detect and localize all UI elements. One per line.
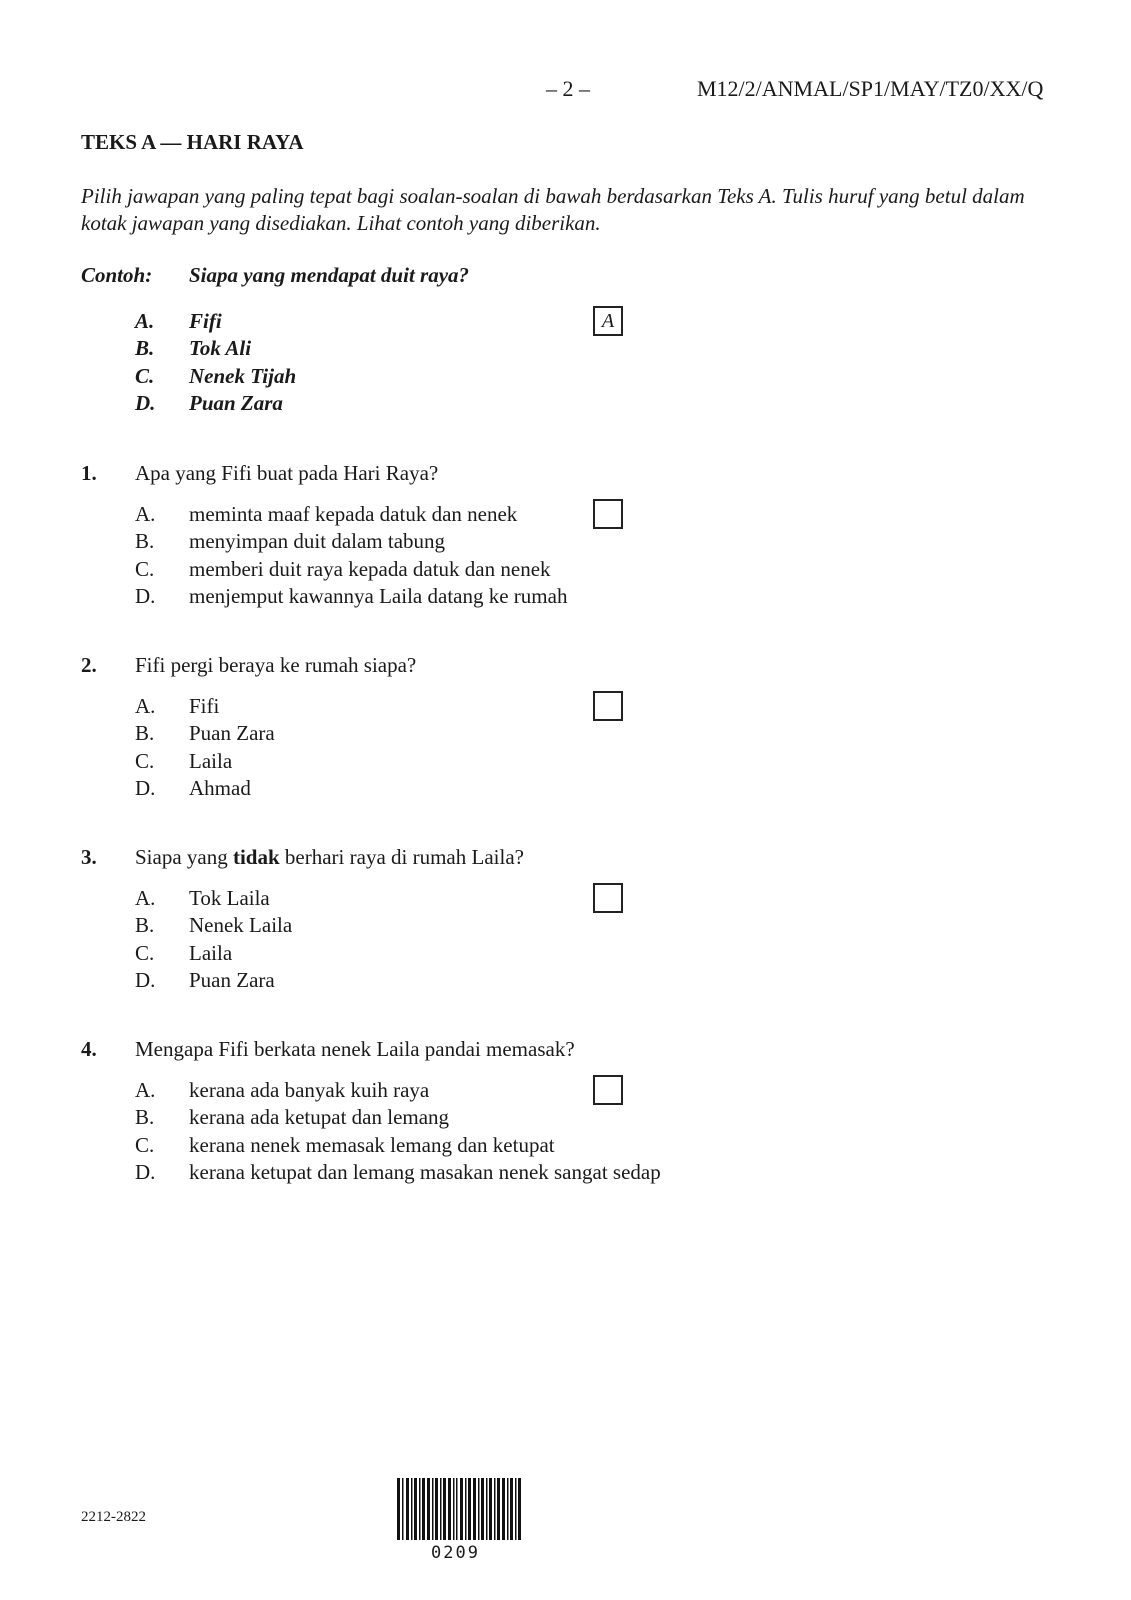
question-4-options bbox=[135, 1077, 661, 1186]
example-answer-box: A bbox=[593, 306, 623, 336]
paper-code: M12/2/ANMAL/SP1/MAY/TZ0/XX/Q bbox=[697, 76, 1044, 101]
barcode-image bbox=[397, 1478, 522, 1540]
option-c: C. memberi duit raya kepada datuk dan nenek bbox=[135, 556, 551, 581]
option-a: A. meminta maaf kepada datuk dan nenek bbox=[135, 502, 518, 526]
question-3-answer-box[interactable] bbox=[593, 883, 623, 913]
question-2-number: 2. bbox=[81, 653, 97, 677]
question-2-text: Fifi pergi beraya ke rumah siapa? bbox=[135, 653, 417, 677]
example-options bbox=[135, 308, 296, 417]
option-b: B. Tok Ali bbox=[135, 336, 252, 361]
barcode-number: 0209 bbox=[431, 1543, 480, 1563]
option-a: A. Fifi bbox=[135, 309, 222, 333]
question-1-number: 1. bbox=[81, 461, 97, 485]
option-c: C. Nenek Tijah bbox=[135, 363, 297, 388]
option-a: A. kerana ada banyak kuih raya bbox=[135, 1078, 430, 1102]
option-c: C. Laila bbox=[135, 748, 233, 773]
option-d: D. kerana ketupat dan lemang masakan nenek sangat sedap bbox=[135, 1159, 661, 1184]
option-b: B. menyimpan duit dalam tabung bbox=[135, 529, 446, 554]
example-question: Siapa yang mendapat duit raya? bbox=[189, 263, 470, 287]
question-1-answer-box[interactable] bbox=[593, 499, 623, 529]
emphasis-word: tidak bbox=[232, 845, 280, 869]
section-title: TEKS A — HARI RAYA bbox=[81, 130, 304, 154]
option-d: D. menjemput kawannya Laila datang ke rumah bbox=[135, 583, 568, 608]
question-3-text: Siapa yang tidak berhari raya di rumah Laila? bbox=[135, 845, 524, 869]
question-3-number: 3. bbox=[81, 845, 97, 869]
question-1-text: Apa yang Fifi buat pada Hari Raya? bbox=[135, 461, 439, 485]
footer-code: 2212-2822 bbox=[81, 1509, 146, 1525]
option-d: D. Puan Zara bbox=[135, 967, 275, 992]
instructions: Pilih jawapan yang paling tepat bagi soalan-soalan di bawah berdasarkan Teks A. Tulis huruf yang betul dalam kotak jawapan yang disediakan. Lihat contoh yang diberikan. bbox=[81, 184, 1025, 235]
question-4-text: Mengapa Fifi berkata nenek Laila pandai memasak? bbox=[135, 1037, 575, 1061]
option-b: B. kerana ada ketupat dan lemang bbox=[135, 1105, 450, 1130]
question-3-options bbox=[135, 885, 292, 994]
option-c: C. kerana nenek memasak lemang dan ketupat bbox=[135, 1132, 555, 1157]
option-b: B. Nenek Laila bbox=[135, 913, 293, 938]
option-b: B. Puan Zara bbox=[135, 721, 275, 746]
option-d: D. Puan Zara bbox=[135, 390, 283, 415]
question-1-options bbox=[135, 501, 567, 610]
question-4-answer-box[interactable] bbox=[593, 1075, 623, 1105]
option-d: D. Ahmad bbox=[135, 775, 251, 800]
question-2-options bbox=[135, 693, 275, 802]
question-4-number: 4. bbox=[81, 1037, 97, 1061]
page-number: – 2 – bbox=[546, 76, 590, 101]
option-c: C. Laila bbox=[135, 940, 233, 965]
option-a: A. Tok Laila bbox=[135, 886, 270, 910]
example-label: Contoh: bbox=[81, 263, 153, 287]
option-a: A. Fifi bbox=[135, 694, 220, 718]
question-2-answer-box[interactable] bbox=[593, 691, 623, 721]
